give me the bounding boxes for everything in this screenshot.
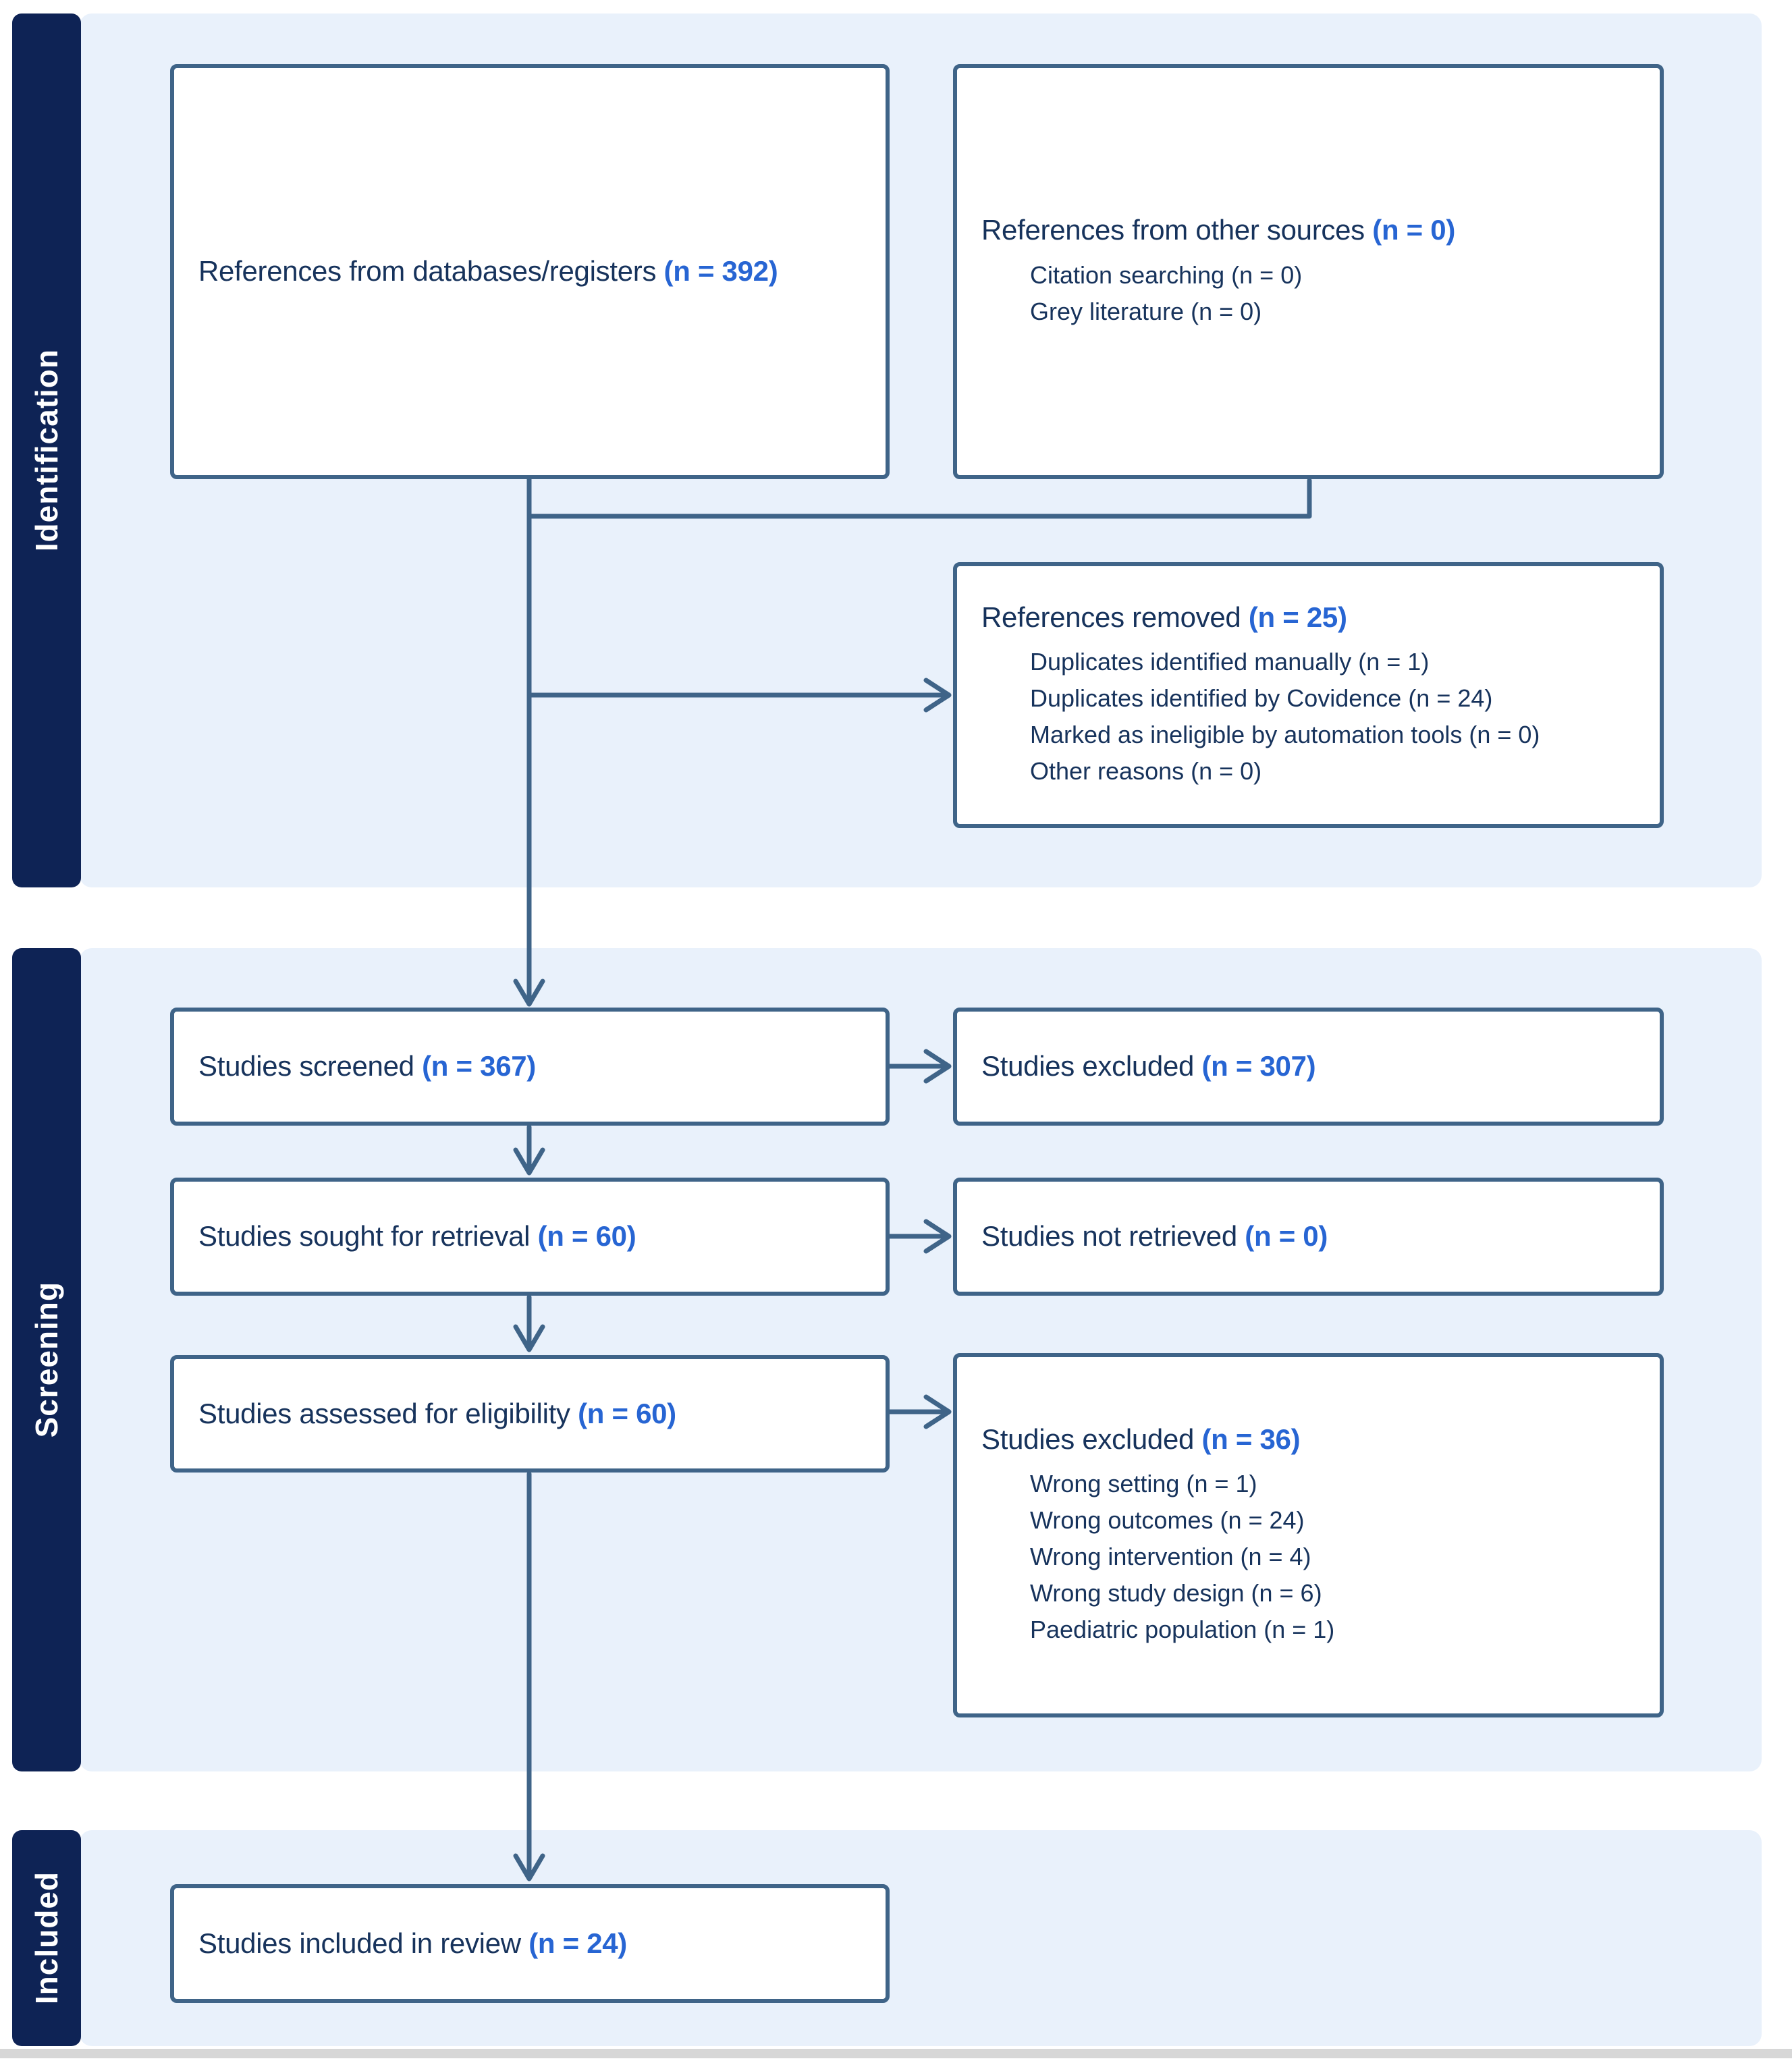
sub-item: Duplicates identified by Covidence (n = 24) xyxy=(1030,684,1493,713)
box-heading: References from other sources (n = 0) xyxy=(981,214,1456,246)
sub-item: Duplicates identified manually (n = 1) xyxy=(1030,648,1430,676)
box-sub-items xyxy=(981,644,1644,790)
box-studies-not-retrieved xyxy=(953,1178,1664,1296)
box-references-removed xyxy=(953,562,1664,828)
box-heading: Studies screened (n = 367) xyxy=(198,1050,536,1082)
sidebar-stage-screening xyxy=(12,948,81,1771)
box-studies-excluded-screening xyxy=(953,1008,1664,1126)
count-value: (n = 24) xyxy=(528,1927,627,1959)
sidebar-stage-identification xyxy=(12,13,81,887)
sub-item: Marked as ineligible by automation tools (n = 0) xyxy=(1030,721,1540,749)
count-value: (n = 25) xyxy=(1248,601,1347,633)
sub-item: Wrong study design (n = 6) xyxy=(1030,1579,1322,1607)
bottom-border-bar xyxy=(0,2049,1792,2058)
box-sub-items xyxy=(981,257,1644,330)
box-heading: Studies assessed for eligibility (n = 60) xyxy=(198,1397,676,1429)
sub-item: Citation searching (n = 0) xyxy=(1030,260,1303,289)
box-sub-items xyxy=(981,1466,1644,1648)
box-studies-included xyxy=(170,1884,890,2003)
count-value: (n = 367) xyxy=(422,1050,536,1082)
box-heading: Studies excluded (n = 36) xyxy=(981,1423,1301,1455)
box-studies-excluded-eligibility xyxy=(953,1353,1664,1717)
stage-label-screening: Screening xyxy=(29,1282,64,1438)
box-heading: Studies not retrieved (n = 0) xyxy=(981,1220,1328,1253)
count-value: (n = 60) xyxy=(537,1220,636,1253)
box-heading: References from databases/registers (n = 392) xyxy=(198,255,778,287)
count-value: (n = 60) xyxy=(578,1397,676,1429)
count-value: (n = 392) xyxy=(663,255,778,287)
sub-item: Wrong intervention (n = 4) xyxy=(1030,1543,1311,1571)
count-value: (n = 307) xyxy=(1201,1050,1316,1082)
sub-item: Grey literature (n = 0) xyxy=(1030,297,1262,325)
box-heading: Studies sought for retrieval (n = 60) xyxy=(198,1220,636,1253)
box-references-other-sources xyxy=(953,64,1664,479)
sub-item: Paediatric population (n = 1) xyxy=(1030,1616,1335,1644)
stage-label-identification: Identification xyxy=(29,349,64,552)
sub-item: Wrong setting (n = 1) xyxy=(1030,1470,1257,1498)
box-heading: Studies excluded (n = 307) xyxy=(981,1050,1316,1082)
box-studies-sought-retrieval xyxy=(170,1178,890,1296)
count-value: (n = 36) xyxy=(1201,1423,1301,1455)
count-value: (n = 0) xyxy=(1372,214,1456,246)
box-references-databases xyxy=(170,64,890,479)
box-heading: References removed (n = 25) xyxy=(981,601,1347,633)
count-value: (n = 0) xyxy=(1245,1220,1328,1253)
sidebar-stage-included xyxy=(12,1830,81,2046)
box-studies-assessed-eligibility xyxy=(170,1355,890,1473)
sub-item: Other reasons (n = 0) xyxy=(1030,757,1262,786)
box-studies-screened xyxy=(170,1008,890,1126)
sub-item: Wrong outcomes (n = 24) xyxy=(1030,1506,1305,1535)
box-heading: Studies included in review (n = 24) xyxy=(198,1927,627,1959)
stage-label-included: Included xyxy=(29,1871,64,2005)
